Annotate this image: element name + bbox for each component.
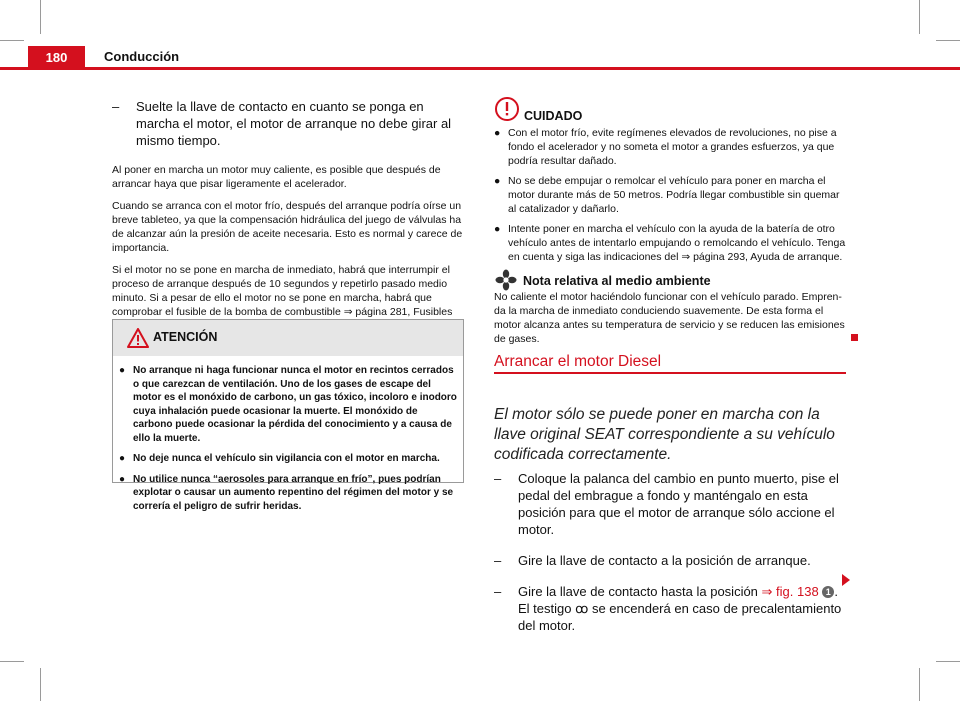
step-item <box>112 98 464 149</box>
header-rule <box>0 67 960 70</box>
section-rule <box>494 372 846 374</box>
caution-list <box>494 126 848 270</box>
caution-icon <box>495 97 519 121</box>
crop-mark <box>0 40 24 41</box>
bullet: ● <box>119 453 126 464</box>
dash: – <box>494 553 502 568</box>
crop-mark <box>936 40 960 41</box>
bullet: ● <box>494 175 501 187</box>
paragraph: Si el motor no se pone en marcha de inmediato, habrá que interrumpir el proceso de arranque después de 10 segundos y repetirlo pasado medio minuto. Si a pesar de ello el motor no se pone en marcha, habrá que comprobar el fusible de la bomba de combustible ⇒ página 281, Fusibles <box>112 264 453 318</box>
step-item <box>494 470 844 538</box>
environment-note-title: Nota relativa al medio ambiente <box>523 274 711 288</box>
steps-list <box>494 470 844 648</box>
crop-mark <box>0 661 24 662</box>
figure-link[interactable]: ⇒ fig. 138 <box>761 584 819 599</box>
step-item <box>494 583 844 634</box>
end-of-section-marker <box>851 334 858 341</box>
paragraph: Cuando se arranca con el motor frío, después del arranque podría oírse un breve tableteo, ya que la compensación hidráulica del juego de válvulas ha de alcanzar aún la presión de aceite necesaria. Esto es normal y carece de importancia. <box>112 200 463 254</box>
step-text: Suelte la llave de contacto en cuanto se ponga en marcha el motor, el motor de arranque no debe girar al mismo tiempo. <box>136 99 452 148</box>
dash: – <box>112 99 120 114</box>
warning-item-text: No arranque ni haga funcionar nunca el motor en recintos cerrados o que carezcan de ventilación. Uno de los gases de escape del motor es el monóxido de carbono, un gas tóxico, incoloro e inodoro cuya inhalación puede ocasionar la muerte. El monóxido de carbono puede ocasionar la pérdida del conocimiento y a causa de ello la muerte. <box>133 365 457 444</box>
paragraph: Al poner en marcha un motor muy caliente, es posible que después de arrancar haya que pisar ligeramente el acelerador. <box>112 164 441 190</box>
bullet: ● <box>119 473 126 485</box>
caution-item <box>494 126 848 168</box>
bullet: ● <box>494 127 501 139</box>
bullet: ● <box>119 365 126 376</box>
callout-number-badge: 1 <box>822 586 834 598</box>
left-column <box>112 98 464 341</box>
crop-mark <box>40 668 41 701</box>
step-text: Gire la llave de contacto a la posición de arranque. <box>518 553 811 568</box>
warning-item <box>119 473 457 514</box>
warning-title: ATENCIÓN <box>153 330 218 344</box>
continue-arrow-icon <box>842 574 850 586</box>
page-number: 180 <box>28 46 85 70</box>
warning-item <box>119 364 457 445</box>
glow-plug-icon: ꝏ <box>575 601 589 616</box>
step-text-part: Gire la llave de contacto hasta la posición <box>518 584 762 599</box>
section-intro: El motor sólo se puede poner en marcha con la llave original SEAT correspondiente a su vehículo codificada correctamente. <box>494 406 835 463</box>
caution-item-text: Con el motor frío, evite regímenes elevados de revoluciones, no pise a fondo el acelerador y no someta el motor a grandes esfuerzos, ya que podría resultar dañado. <box>508 127 837 167</box>
warning-body <box>113 356 463 513</box>
caution-item <box>494 174 848 216</box>
warning-item-text: No deje nunca el vehículo sin vigilancia con el motor en marcha. <box>133 453 440 464</box>
crop-mark <box>936 661 960 662</box>
flower-icon <box>495 269 517 291</box>
step-item <box>494 552 844 569</box>
caution-item <box>494 222 848 264</box>
warning-item <box>119 452 457 466</box>
caution-item-text: Intente poner en marcha el vehículo con la ayuda de la batería de otro vehículo antes de intentarlo empujando o remolcando el vehículo. Tenga en cuenta y siga las indicaciones del ⇒ página 293, Ayuda de arranque. <box>508 223 846 263</box>
step-text-part: . El testigo <box>518 584 838 616</box>
step-text-part: se encenderá en caso de precalentamiento del motor. <box>518 601 842 633</box>
crop-mark <box>40 0 41 34</box>
caution-title: CUIDADO <box>524 109 583 123</box>
crop-mark <box>919 668 920 701</box>
dash: – <box>494 584 502 599</box>
environment-note-text: No caliente el motor haciéndolo funcionar con el vehículo parado. Empren-da la marcha de inmediato conduciendo suavemente. De esta forma el motor alcanza antes su temperatura de servicio y se reducen las emisiones de gases. <box>494 291 845 345</box>
crop-mark <box>919 0 920 34</box>
dash: – <box>494 471 502 486</box>
section-title: Arrancar el motor Diesel <box>494 353 662 370</box>
chapter-title: Conducción <box>104 49 180 64</box>
warning-header <box>113 320 463 356</box>
step-text: Coloque la palanca del cambio en punto muerto, pise el pedal del embrague a fondo y manténgalo en esta posición para que el motor de arranque sólo accione el motor. <box>518 471 839 537</box>
caution-item-text: No se debe empujar o remolcar el vehículo para poner en marcha el motor durante más de 50 metros. Podría llegar combustible sin quemar al catalizador y dañarlo. <box>508 175 840 215</box>
step-text <box>518 583 844 634</box>
warning-item-text: No utilice nunca “aerosoles para arranque en frío”, pues podrían explotar o causar un aumento repentino del régimen del motor y se correría el peligro de sufrir heridas. <box>133 473 454 512</box>
bullet: ● <box>494 223 501 235</box>
warning-triangle-icon <box>127 328 149 348</box>
warning-box <box>112 319 464 512</box>
